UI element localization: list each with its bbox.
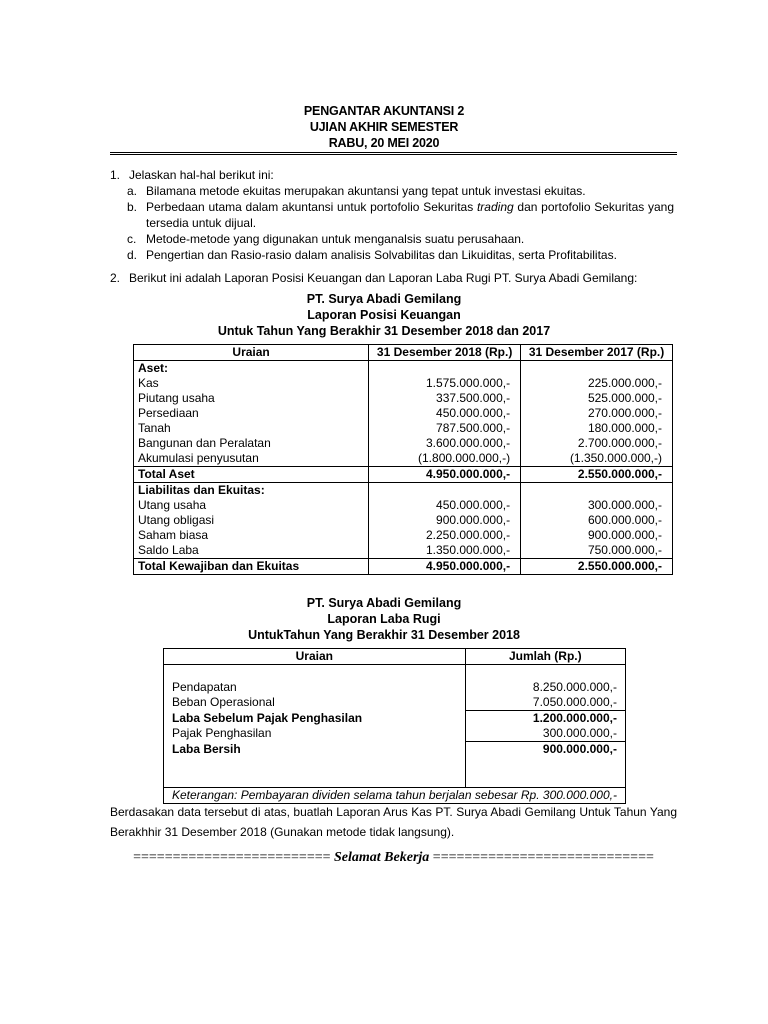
table-row: Beban Operasional 7.050.000.000,- — [164, 695, 626, 711]
table-row: Laba Bersih 900.000.000,- — [164, 742, 626, 758]
dividend-note: Keterangan: Pembayaran dividen selama tahun berjalan sebesar Rp. 300.000.000,- — [164, 788, 626, 804]
question-2-intro: Berikut ini adalah Laporan Posisi Keuangan dan Laporan Laba Rugi PT. Surya Abadi Gemilang: — [129, 271, 638, 285]
closing-instruction: Berdasakan data tersebut di atas, buatlah Laporan Arus Kas PT. Surya Abadi Gemilang Untuk Tahun Yang Berakhhir 31 Desember 2018 (Gunakan metode tidak langsung). — [110, 805, 677, 839]
header-rule-1 — [110, 152, 677, 153]
header-2018: 31 Desember 2018 (Rp.) — [369, 345, 521, 361]
table-row: Pajak Penghasilan 300.000.000,- — [164, 726, 626, 742]
question-2 — [110, 271, 675, 287]
is-title: Laporan Laba Rugi — [327, 612, 441, 626]
item-a-label: a. — [127, 184, 138, 198]
doc-title: PENGANTAR AKUNTANSI 2 — [303, 104, 465, 118]
table-row: Tanah 787.500.000,- 180.000.000,- — [134, 421, 673, 436]
table-row: Saldo Laba 1.350.000.000,- 750.000.000,- — [134, 543, 673, 559]
item-b-text: Perbedaan utama dalam akuntansi untuk portofolio Sekuritas trading dan portofolio Sekuritas yang — [146, 200, 675, 214]
bs-period: Untuk Tahun Yang Berakhir 31 Desember 2018 dan 2017 — [217, 324, 551, 338]
table-row: Utang obligasi 900.000.000,- 600.000.000,- — [134, 513, 673, 528]
header-uraian: Uraian — [134, 345, 369, 361]
section-row — [134, 361, 673, 377]
spacer-row — [164, 772, 626, 788]
doc-subtitle: UJIAN AKHIR SEMESTER — [309, 120, 459, 134]
table-row: Piutang usaha 337.500.000,- 525.000.000,- — [134, 391, 673, 406]
section-row — [134, 483, 673, 499]
item-c-text: Metode-metode yang digunakan untuk menganalsis suatu perusahaan. — [146, 232, 525, 246]
question-1-number: 1. — [110, 168, 121, 182]
balance-sheet-table — [133, 344, 673, 575]
table-row: Saham biasa 2.250.000.000,- 900.000.000,- — [134, 528, 673, 543]
table-row: Laba Sebelum Pajak Penghasilan 1.200.000.000,- — [164, 711, 626, 727]
spacer-row — [164, 757, 626, 772]
total-liabilities-row: Total Kewajiban dan Ekuitas 4.950.000.000,- 2.550.000.000,- — [134, 559, 673, 575]
table-row: Bangunan dan Peralatan 3.600.000.000,- 2.700.000.000,- — [134, 436, 673, 451]
item-c-label: c. — [127, 232, 137, 246]
table-header-row — [164, 649, 626, 665]
item-b-text-cont: tersedia untuk dijual. — [146, 216, 257, 230]
question-2-number: 2. — [110, 271, 121, 285]
assets-label: Aset: — [134, 361, 369, 377]
header-uraian: Uraian — [164, 649, 466, 665]
table-row: Akumulasi penyusutan (1.800.000.000,-) (1.350.000.000,-) — [134, 451, 673, 467]
income-statement-table — [163, 648, 626, 804]
table-row: Kas 1.575.000.000,- 225.000.000,- — [134, 376, 673, 391]
doc-date: RABU, 20 MEI 2020 — [328, 136, 440, 150]
item-d-text: Pengertian dan Rasio-rasio dalam analisis Solvabilitas dan Likuiditas, serta Profitabilitas. — [146, 248, 617, 262]
question-1-intro: Jelaskan hal-hal berikut ini: — [129, 168, 274, 182]
bs-company: PT. Surya Abadi Gemilang — [306, 292, 462, 306]
item-a-text: Bilamana metode ekuitas merupakan akuntansi yang tepat untuk investasi ekuitas. — [146, 184, 586, 198]
bs-title: Laporan Posisi Keuangan — [307, 308, 461, 322]
liabilities-label: Liabilitas dan Ekuitas: — [134, 483, 369, 499]
table-row: Pendapatan 8.250.000.000,- — [164, 680, 626, 695]
header-jumlah: Jumlah (Rp.) — [465, 649, 625, 665]
table-header-row — [134, 345, 673, 361]
is-company: PT. Surya Abadi Gemilang — [306, 596, 462, 610]
footer-greeting: ========================= Selamat Bekerja ============================ — [133, 850, 654, 865]
header-2017: 31 Desember 2017 (Rp.) — [521, 345, 673, 361]
question-1 — [110, 168, 675, 264]
spacer-row — [164, 665, 626, 681]
is-period: UntukTahun Yang Berakhir 31 Desember 2018 — [248, 628, 520, 642]
total-assets-row: Total Aset 4.950.000.000,- 2.550.000.000,- — [134, 467, 673, 483]
table-row: Persediaan 450.000.000,- 270.000.000,- — [134, 406, 673, 421]
table-row: Utang usaha 450.000.000,- 300.000.000,- — [134, 498, 673, 513]
item-b-label: b. — [127, 200, 138, 214]
item-d-label: d. — [127, 248, 138, 262]
header-rule-2 — [110, 154, 677, 155]
